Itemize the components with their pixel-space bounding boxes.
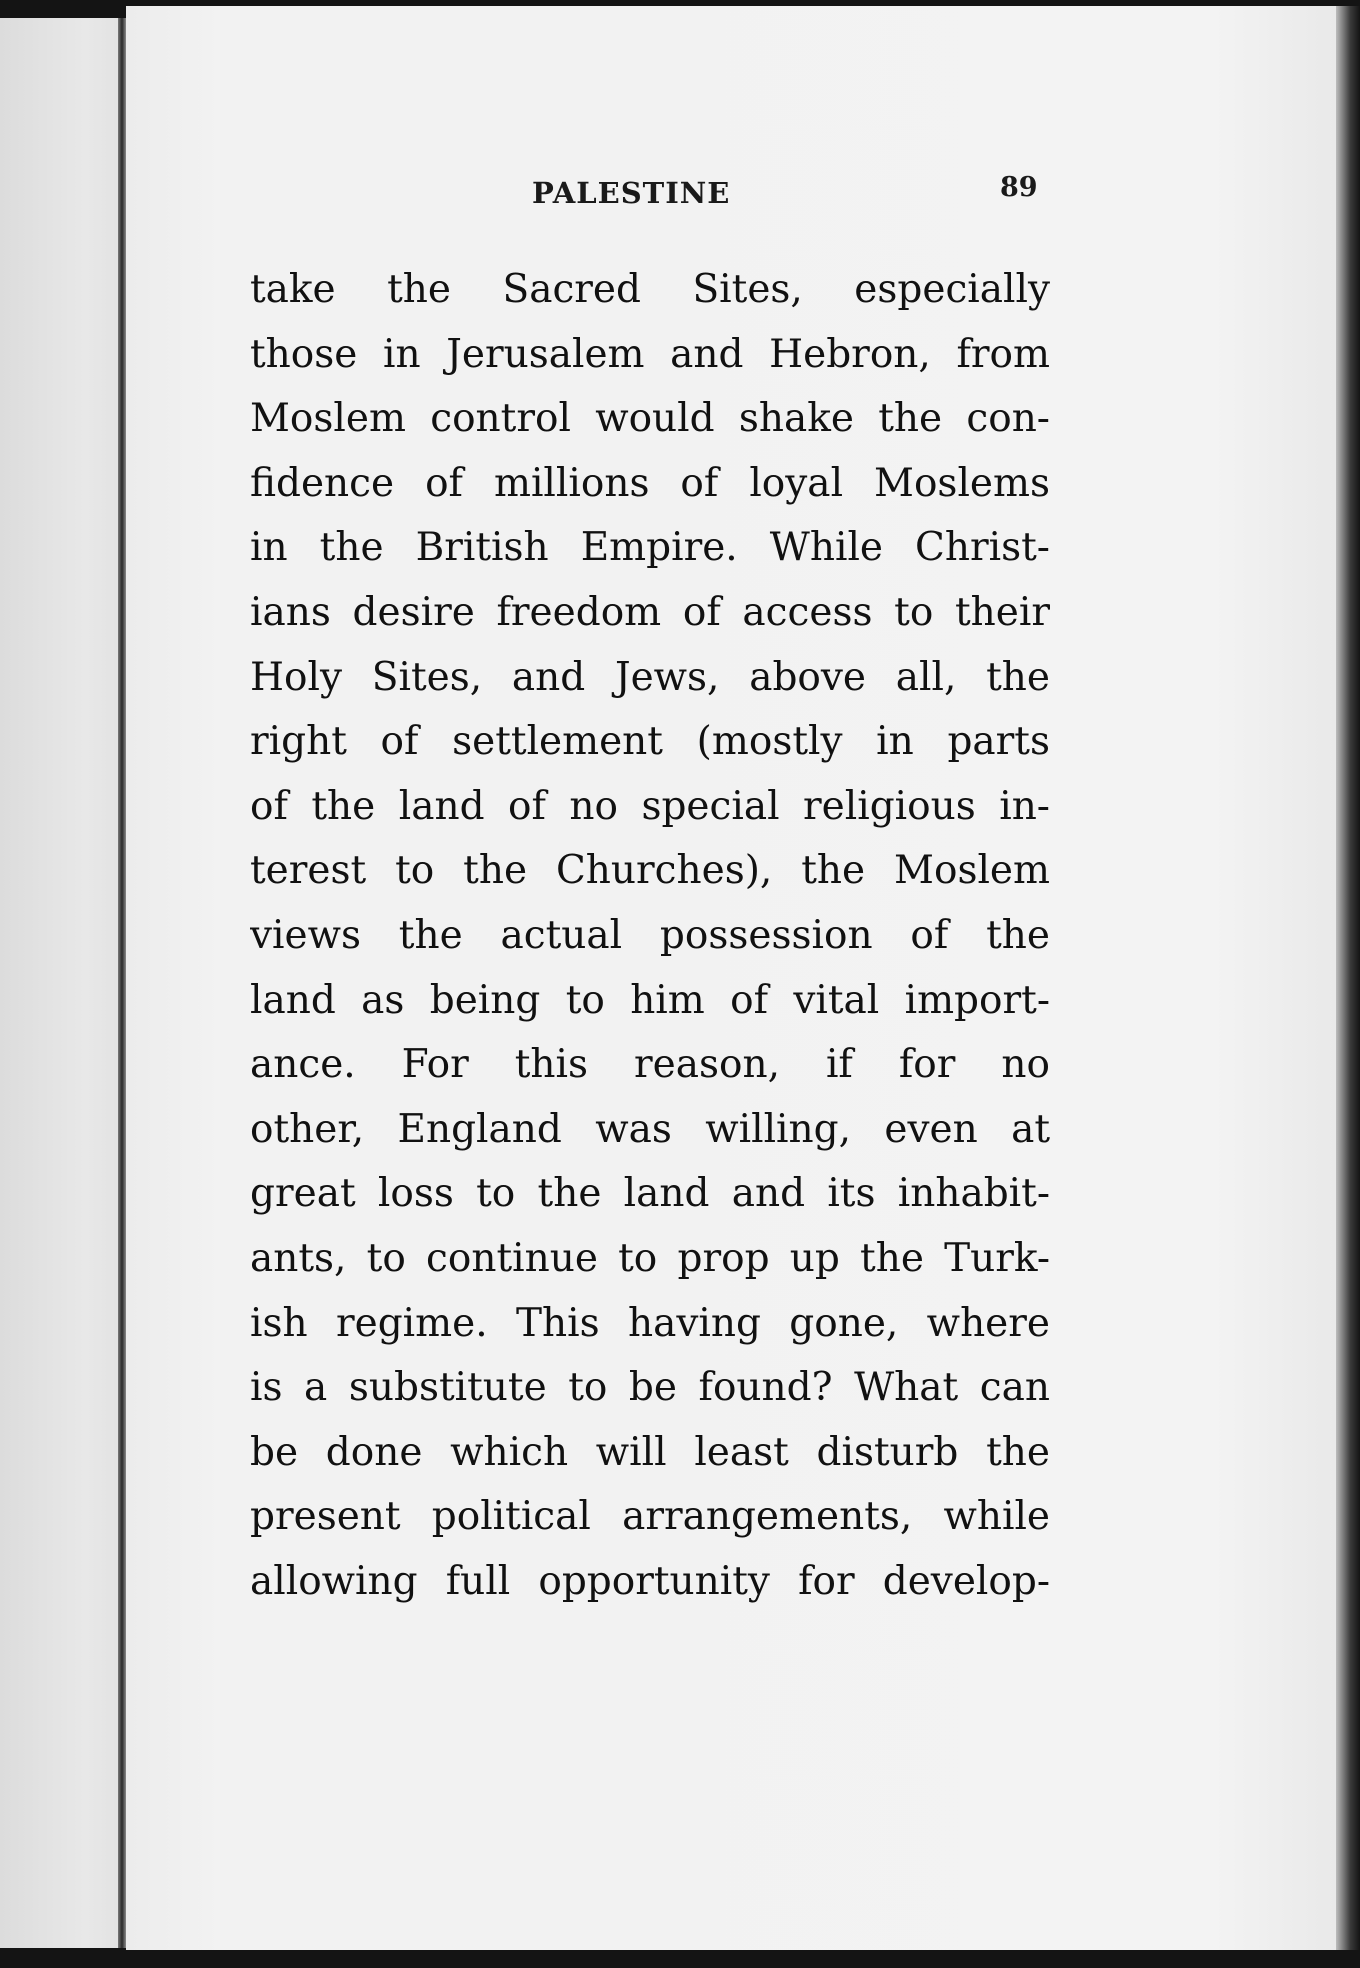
text-line: right of settlement (mostly in parts xyxy=(250,719,1050,765)
text-line: great loss to the land and its inhabit- xyxy=(250,1171,1050,1217)
text-line: present political arrangements, while xyxy=(250,1494,1050,1540)
text-line: Holy Sites, and Jews, above all, the xyxy=(250,654,1050,700)
text-line: of the land of no special religious in- xyxy=(250,783,1050,829)
text-line: other, England was willing, even at xyxy=(250,1106,1050,1152)
running-head xyxy=(0,172,1360,216)
page-right-edge-shadow xyxy=(1336,6,1360,1950)
text-line: ians desire freedom of access to their xyxy=(250,589,1050,635)
text-line: take the Sacred Sites, especially xyxy=(250,267,1050,312)
running-head-title: PALESTINE xyxy=(532,176,731,210)
text-line: ish regime. This having gone, where xyxy=(250,1300,1050,1346)
text-line: fidence of millions of loyal Moslems xyxy=(250,460,1050,506)
facing-page-edge xyxy=(0,18,122,1948)
text-line: views the actual possession of the xyxy=(250,912,1050,958)
text-line: is a substitute to be found? What can xyxy=(250,1365,1050,1411)
text-line: ants, to continue to prop up the Turk- xyxy=(250,1235,1050,1281)
book-gutter xyxy=(118,18,126,1948)
text-line: land as being to him of vital import- xyxy=(250,977,1050,1023)
text-line: in the British Empire. While Christ- xyxy=(250,525,1050,571)
text-line: allowing full opportunity for develop- xyxy=(250,1558,1050,1604)
body-text xyxy=(250,258,1050,1614)
text-line: Moslem control would shake the con- xyxy=(250,396,1050,442)
text-line: terest to the Churches), the Moslem xyxy=(250,848,1050,894)
text-line: ance. For this reason, if for no xyxy=(250,1042,1050,1088)
text-line: those in Jerusalem and Hebron, from xyxy=(250,331,1050,377)
text-line: be done which will least disturb the xyxy=(250,1429,1050,1475)
page-number: 89 xyxy=(1000,172,1038,203)
